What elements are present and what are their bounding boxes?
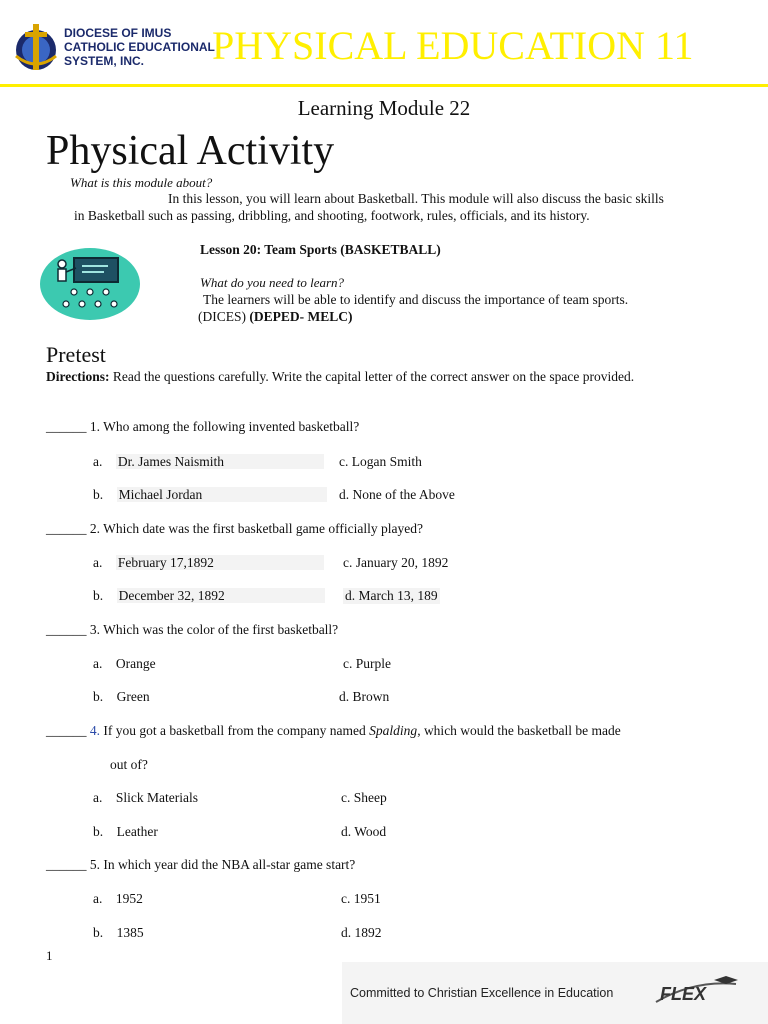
q3-option-d: d. Brown (339, 689, 390, 704)
option-text: Slick Materials (115, 790, 198, 805)
q1-option-d: d. None of the Above (339, 487, 455, 502)
flex-logo-icon (654, 976, 738, 1008)
q2-option-b (93, 588, 325, 604)
option-letter: a. (93, 454, 103, 469)
q5-option-b (93, 925, 144, 941)
question-1 (46, 419, 359, 435)
option-letter: b. (93, 689, 104, 704)
learn-text: The learners will be able to identify and discuss the importance of team sports. (203, 292, 629, 307)
question-5 (46, 857, 355, 873)
q3-option-b (93, 689, 150, 705)
diocese-logo-icon (12, 22, 60, 74)
q5-option-d: d. 1892 (341, 925, 382, 940)
option-text: December 32, 1892 (117, 588, 325, 603)
question-number: 4. (86, 723, 100, 738)
org-line-2: CATHOLIC EDUCATIONAL (64, 40, 215, 54)
option-letter: a. (93, 555, 103, 570)
q1-option-b (93, 487, 327, 503)
learn-question: What do you need to learn? (200, 275, 345, 290)
question-text: 5. In which year did the NBA all-star game start? (86, 857, 356, 872)
option-text: Orange (115, 656, 156, 671)
organization-name (64, 26, 215, 68)
q2-option-a (93, 555, 324, 571)
directions (46, 368, 722, 385)
header-divider (0, 84, 768, 87)
option-letter: b. (93, 824, 104, 839)
module-label: Learning Module 22 (297, 96, 471, 120)
answer-blank[interactable]: ______ (46, 622, 87, 637)
competency-code (198, 308, 353, 325)
flex-logo-text: FLEX (660, 984, 707, 1004)
page-number: 1 (46, 948, 53, 963)
question-brand: Spalding (369, 723, 418, 738)
q2-option-c: c. January 20, 1892 (343, 555, 449, 570)
lesson-prefix: Lesson 20: Team Sports (200, 242, 341, 257)
lesson-title (200, 241, 441, 258)
answer-blank[interactable]: ______ (46, 723, 87, 738)
option-text: Michael Jordan (117, 487, 328, 502)
org-line-3: SYSTEM, INC. (64, 54, 145, 68)
question-text-end: , which would the basketball be made (417, 723, 621, 738)
option-text: 1952 (115, 891, 143, 906)
lesson-topic: (BASKETBALL) (340, 242, 441, 257)
directions-text: Read the questions carefully. Write the capital letter of the correct answer on the space provided. (109, 369, 635, 384)
question-text: 3. Which was the color of the first basketball? (86, 622, 339, 637)
q3-option-a (93, 656, 156, 672)
option-letter: b. (93, 925, 104, 940)
option-letter: a. (93, 656, 103, 671)
org-line-1: DIOCESE OF IMUS (64, 26, 172, 40)
answer-blank[interactable]: ______ (46, 521, 87, 536)
q5-option-a (93, 891, 143, 907)
code-bold: (DEPED- MELC) (249, 309, 353, 324)
option-text: February 17,1892 (116, 555, 324, 570)
question-text: If you got a basketball from the company named (100, 723, 370, 738)
question-text: 1. Who among the following invented basketball? (86, 419, 360, 434)
option-letter: b. (93, 487, 104, 502)
option-text: 1385 (116, 925, 144, 940)
question-3 (46, 622, 338, 638)
classroom-illustration-icon (38, 246, 142, 322)
option-text: Green (116, 689, 150, 704)
footer-slogan: Committed to Christian Excellence in Education (350, 986, 614, 1000)
about-text-line-2: in Basketball such as passing, dribbling, and shooting, footwork, rules, officials, and its history. (74, 208, 590, 223)
q4-option-d: d. Wood (341, 824, 387, 839)
answer-blank[interactable]: ______ (46, 857, 87, 872)
subject-title: PHYSICAL EDUCATION 11 (212, 23, 694, 68)
q4-option-a (93, 790, 198, 806)
option-letter: a. (93, 790, 103, 805)
about-text-line-1: In this lesson, you will learn about Basketball. This module will also discuss the basic skills (168, 191, 664, 206)
question-4 (46, 723, 621, 739)
q5-option-c: c. 1951 (341, 891, 381, 906)
q3-option-c: c. Purple (343, 656, 391, 671)
option-text: Dr. James Naismith (116, 454, 324, 469)
option-text: Leather (116, 824, 158, 839)
code-plain: (DICES) (198, 309, 250, 324)
option-letter: a. (93, 891, 103, 906)
q2-option-d: d. March 13, 189 (345, 588, 438, 603)
q1-option-c: c. Logan Smith (339, 454, 422, 469)
question-text: 2. Which date was the first basketball game officially played? (86, 521, 424, 536)
question-4-line-2: out of? (110, 757, 148, 772)
q4-option-b (93, 824, 158, 840)
question-2 (46, 521, 423, 537)
answer-blank[interactable]: ______ (46, 419, 87, 434)
pretest-heading: Pretest (46, 342, 106, 367)
option-letter: b. (93, 588, 104, 603)
q1-option-a (93, 454, 324, 470)
about-question: What is this module about? (70, 175, 213, 190)
directions-label: Directions: (46, 369, 110, 384)
page-title: Physical Activity (46, 128, 335, 174)
q4-option-c: c. Sheep (341, 790, 387, 805)
